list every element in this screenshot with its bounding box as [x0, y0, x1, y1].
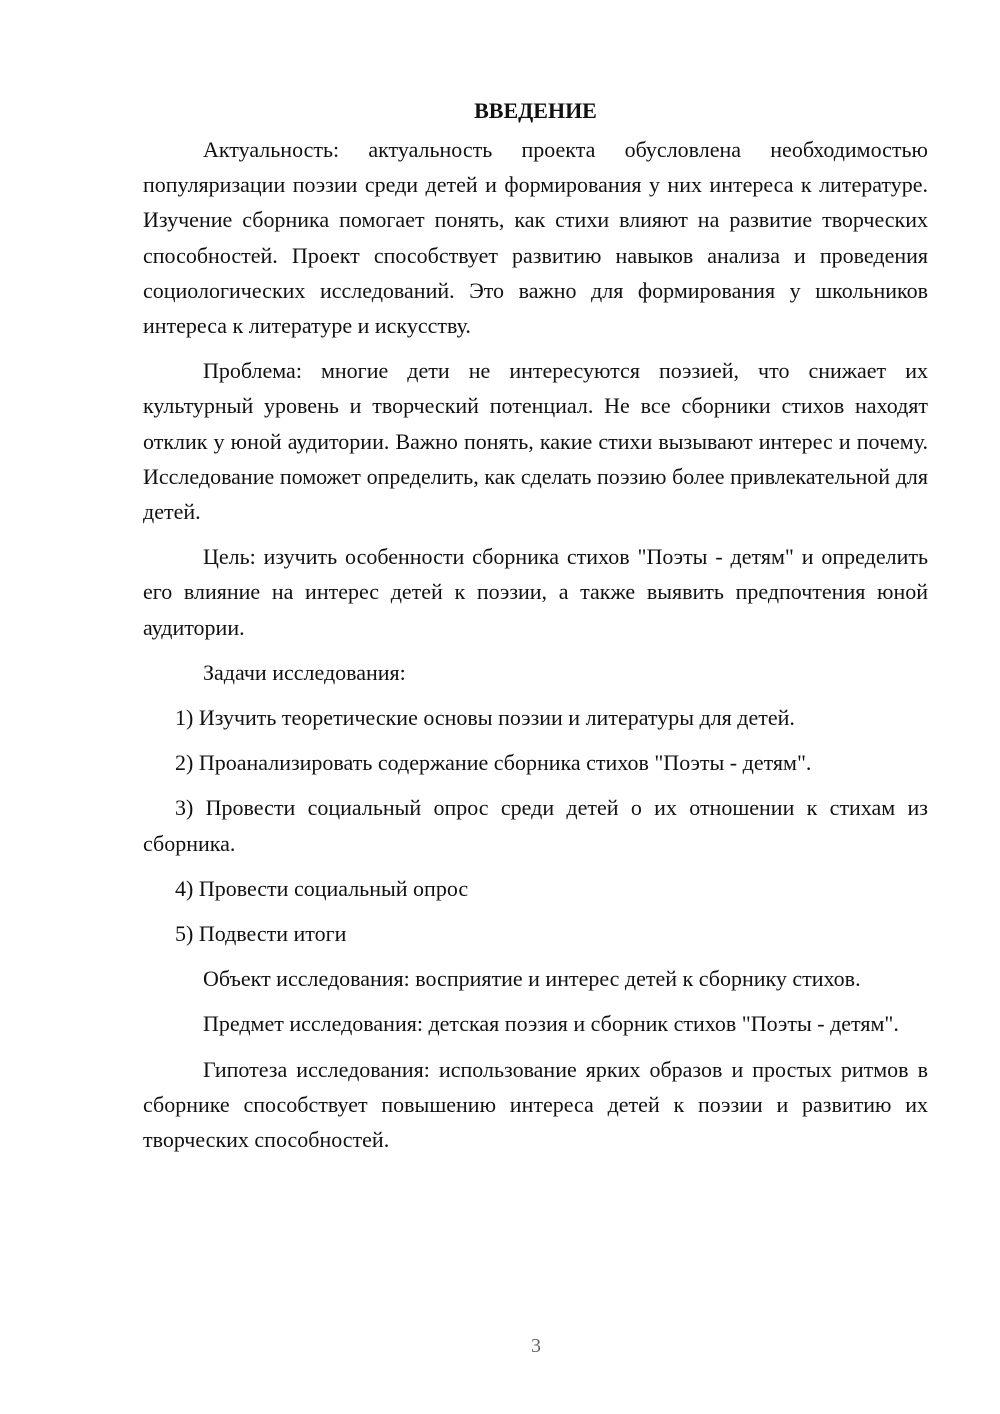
- task-item-1: 1) Изучить теоретические основы поэзии и литературы для детей.: [175, 705, 795, 731]
- task-item-5: 5) Подвести итоги: [175, 921, 347, 947]
- page-number: 3: [531, 1335, 541, 1357]
- paragraph-hypothesis: Гипотеза исследования: использование ярких образов и простых ритмов в сборнике способствует повышению интереса детей к поэзии и развитию их творческих способностей.: [143, 1056, 928, 1153]
- paragraph-relevance: Актуальность: актуальность проекта обусловлена необходимостью популяризации поэзии среди детей и формирования у них интереса к литературе. Изучение сборника помогает понять, как стихи влияют на развитие творческих способностей. Проект способствует развитию навыков анализа и проведения социологических исследований. Это важно для формирования у школьников интереса к литературе и искусству.: [143, 137, 928, 339]
- paragraph-subject: Предмет исследования: детская поэзия и сборник стихов "Поэты - детям".: [203, 1011, 899, 1037]
- task-item-3: 3) Провести социальный опрос среди детей о их отношении к стихам из сборника.: [143, 795, 928, 856]
- paragraph-tasks-title: Задачи исследования:: [203, 659, 406, 685]
- paragraph-problem: Проблема: многие дети не интересуются поэзией, что снижает их культурный уровень и творческий потенциал. Не все сборники стихов находят отклик у юной аудитории. Важно понять, какие стихи вызывают интерес и почему. Исследование поможет определить, как сделать поэзию более привлекательной для детей.: [143, 358, 928, 525]
- paragraph-goal: Цель: изучить особенности сборника стихов "Поэты - детям" и определить его влияние на интерес детей к поэзии, а также выявить предпочтения юной аудитории.: [143, 544, 928, 640]
- section-heading: ВВЕДЕНИЕ: [474, 98, 597, 123]
- task-item-2: 2) Проанализировать содержание сборника стихов "Поэты - детям".: [175, 750, 812, 776]
- page-content: [143, 96, 928, 1167]
- paragraph-object: Объект исследования: восприятие и интерес детей к сборнику стихов.: [203, 966, 861, 992]
- task-item-4: 4) Провести социальный опрос: [175, 875, 469, 901]
